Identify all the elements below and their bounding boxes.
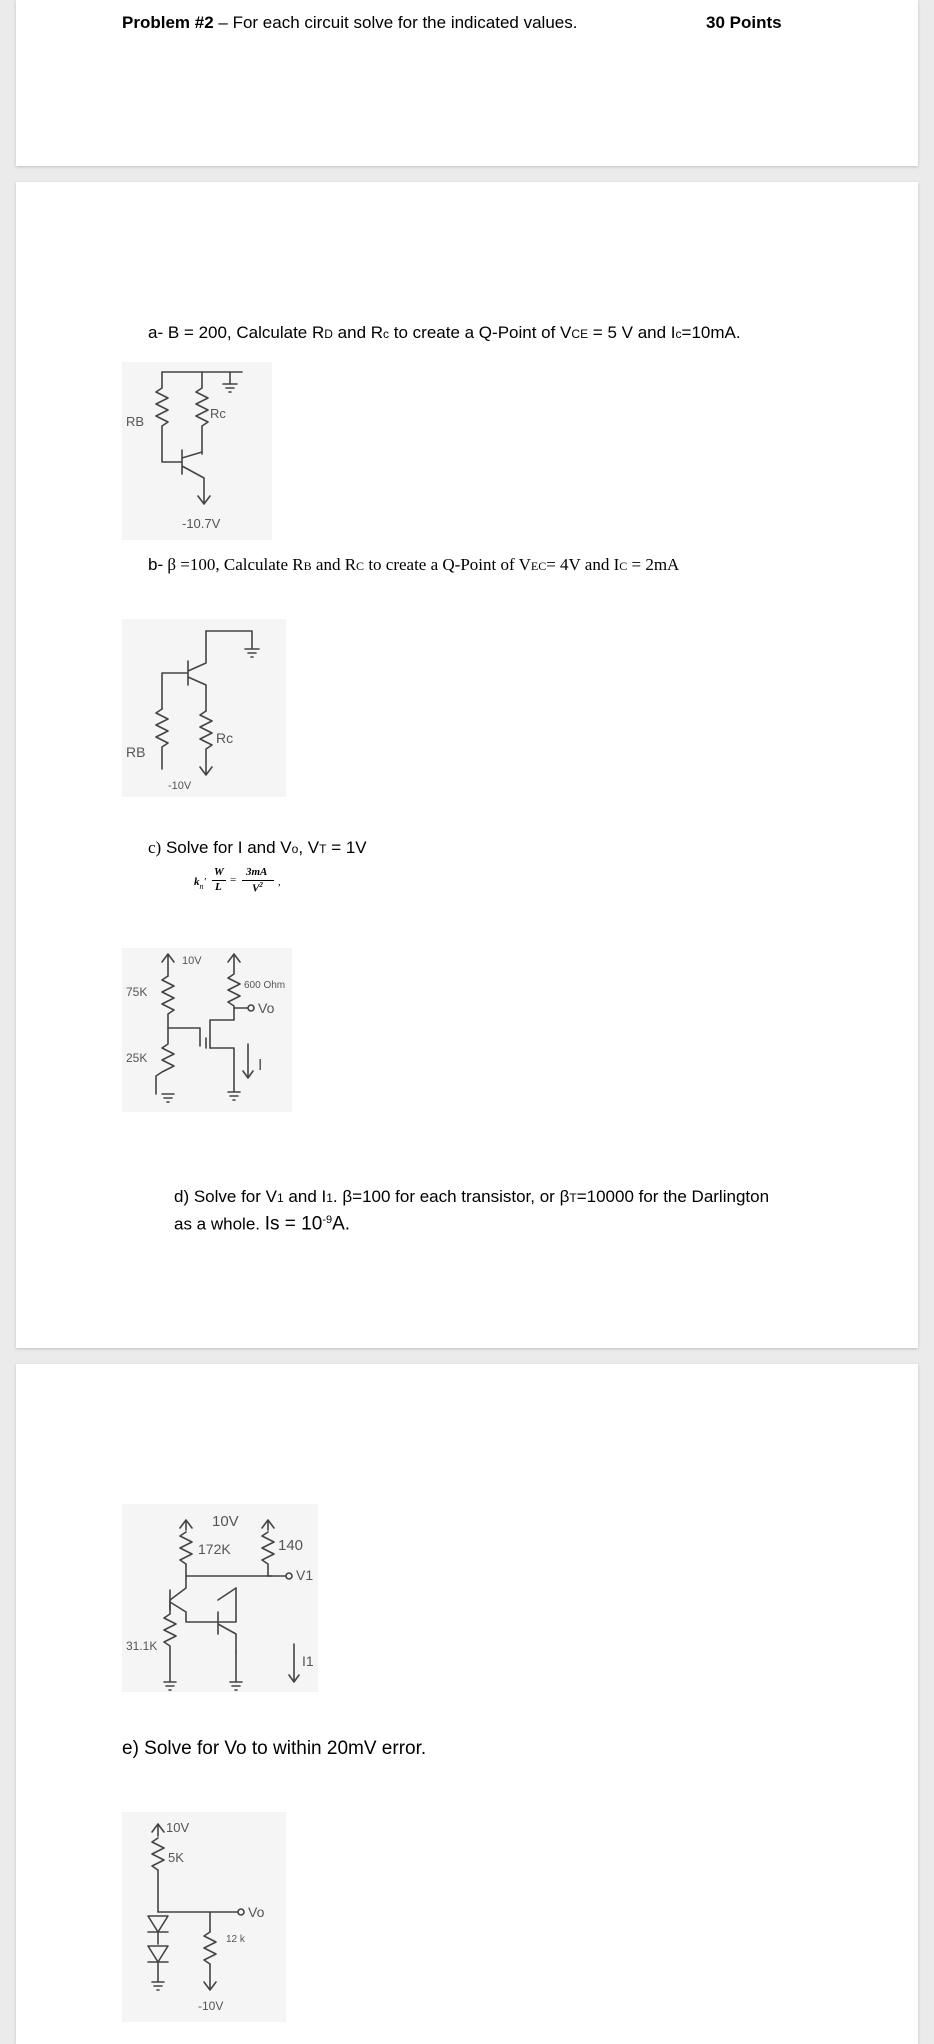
part-d-exp: -9 xyxy=(322,1214,333,1226)
circuit-c-r-bot-label: 25K xyxy=(126,1051,148,1065)
part-e-text: e) Solve for Vo to within 20mV error. xyxy=(122,1738,427,1759)
formula-w: W xyxy=(214,866,224,878)
circuit-e-figure xyxy=(122,1812,286,2022)
circuit-d-r2-label: 140 xyxy=(278,1537,304,1554)
problem-heading xyxy=(122,13,577,33)
circuit-a-rc-label: Rc xyxy=(210,406,226,421)
formula-kn: n xyxy=(199,882,204,891)
circuit-e-neg-label: -10V xyxy=(198,1999,224,2013)
part-a-t5: =10mA. xyxy=(681,323,741,342)
part-a-t2: and R xyxy=(332,323,384,342)
part-d-s1: 1 xyxy=(277,1191,284,1205)
circuit-d-supply-label: 10V xyxy=(212,1513,239,1530)
page-1 xyxy=(16,0,918,166)
formula-den: V xyxy=(252,882,260,895)
circuit-c-r-drain-label: 600 Ohm xyxy=(244,980,286,991)
part-c-label: c) xyxy=(148,838,162,857)
circuit-d-i1-label: I1 xyxy=(302,1653,314,1669)
formula-tail: , xyxy=(278,876,281,888)
formula-l: L xyxy=(215,881,222,893)
circuit-d-figure xyxy=(122,1504,318,1692)
part-a-s3: CE xyxy=(571,327,589,341)
circuit-b-rb-label: RB xyxy=(126,744,146,760)
circuit-a-rb-label: RB xyxy=(126,414,145,429)
circuit-e-supply-label: 10V xyxy=(166,1820,190,1835)
part-c-formula xyxy=(176,866,296,900)
part-d-text xyxy=(174,1186,874,1236)
part-c-t2: , V xyxy=(298,838,320,857)
part-b-t2: and R xyxy=(311,555,357,574)
formula-k: k xyxy=(194,876,200,888)
part-c-t1: Solve for I and V xyxy=(165,838,292,857)
circuit-c-figure xyxy=(122,948,292,1112)
part-b-s1: B xyxy=(303,559,312,573)
circuit-b-figure xyxy=(122,619,286,797)
part-d-line2-b: Is = 10 xyxy=(264,1213,323,1235)
points-label: 30 Points xyxy=(706,13,782,32)
part-a-t3: to create a Q-Point of V xyxy=(389,323,572,342)
part-b-label: b- xyxy=(148,555,164,574)
part-b-s2: C xyxy=(356,559,365,573)
circuit-c-current-label: I xyxy=(258,1057,263,1074)
circuit-c-vo-label: Vo xyxy=(258,1000,275,1016)
part-d-t4: =10000 for the Darlington xyxy=(576,1187,770,1206)
part-b-t3: to create a Q-Point of V xyxy=(364,555,531,574)
part-a-s4: c xyxy=(675,327,682,341)
part-a-label: a- xyxy=(148,323,164,342)
part-d-t3: . β=100 for each transistor, or β xyxy=(332,1187,570,1206)
page-3 xyxy=(16,1364,918,2044)
part-b-text xyxy=(148,555,679,576)
circuit-b-rc-label: Rc xyxy=(216,730,234,746)
circuit-e-r2-label: 12 k xyxy=(226,1934,245,1945)
part-d-t1: d) Solve for V xyxy=(174,1187,277,1206)
part-c-text xyxy=(148,838,367,859)
circuit-c-supply-label: 10V xyxy=(182,955,202,967)
part-a-t4: = 5 V and I xyxy=(588,323,676,342)
part-d-line-2 xyxy=(174,1209,874,1236)
formula-num: 3mA xyxy=(246,866,268,878)
circuit-d-v1-label: V1 xyxy=(296,1567,314,1583)
page-2 xyxy=(16,182,918,1348)
circuit-d-r3-label: 31.1K xyxy=(126,1639,158,1653)
circuit-c-r-top-label: 75K xyxy=(126,985,148,999)
circuit-e-vo-label: Vo xyxy=(248,1904,265,1920)
formula-eq: = xyxy=(230,874,237,886)
part-c-s1: o xyxy=(291,842,299,856)
part-a-t1: B = 200, Calculate R xyxy=(167,323,325,342)
circuit-a-supply-label: -10.7V xyxy=(182,516,221,531)
part-d-line-1 xyxy=(174,1186,874,1209)
part-d-t2: and I xyxy=(283,1187,327,1206)
part-d-s3: T xyxy=(569,1191,577,1205)
circuit-d-r1-label: 172K xyxy=(198,1541,231,1557)
part-d-s2: 1 xyxy=(326,1191,333,1205)
part-a-s1: D xyxy=(324,327,333,341)
part-b-s3: EC xyxy=(530,559,547,573)
circuit-a-figure xyxy=(122,362,272,540)
circuit-b-supply-label: -10V xyxy=(168,780,192,792)
circuit-e-r1-label: 5K xyxy=(168,1850,184,1865)
part-b-t1: β =100, Calculate R xyxy=(167,555,304,574)
problem-instruction: For each circuit solve for the indicated values. xyxy=(232,13,578,32)
part-a-s2: c xyxy=(383,327,390,341)
part-d-line2-a: as a whole. xyxy=(174,1214,265,1234)
part-c-s2: T xyxy=(319,842,327,856)
formula-den-exp: 2 xyxy=(259,881,263,889)
heading-dash: – xyxy=(213,13,233,32)
part-b-t4: = 4V and I xyxy=(546,555,620,574)
problem-label: Problem #2 xyxy=(122,13,214,32)
part-c-t3: = 1V xyxy=(326,838,367,857)
part-b-t5: = 2mA xyxy=(627,555,680,574)
formula-kprime: ' xyxy=(203,876,206,888)
part-d-line2-c: A. xyxy=(332,1213,351,1235)
part-a-text xyxy=(148,323,741,344)
part-b-s4: C xyxy=(619,559,628,573)
